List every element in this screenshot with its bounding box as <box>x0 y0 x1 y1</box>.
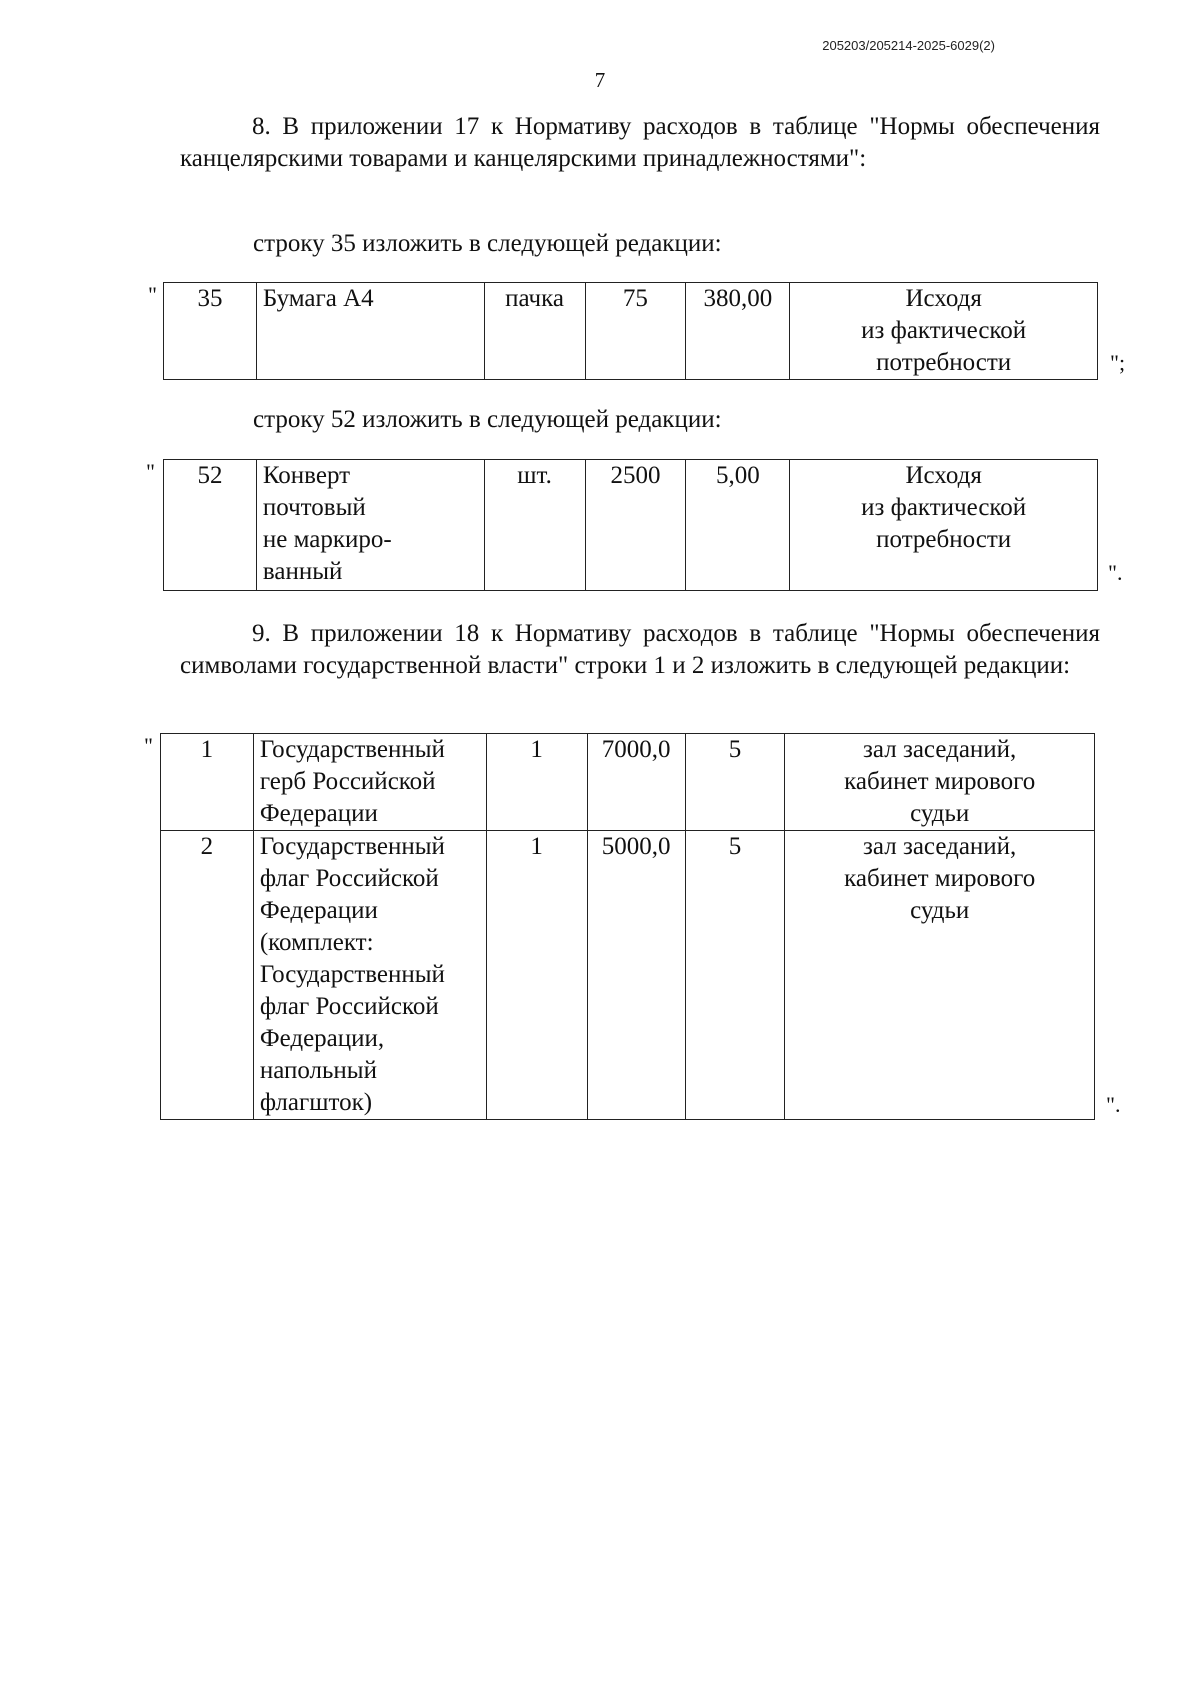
note-line: потребности <box>876 526 1012 553</box>
unit-cell: пачка <box>484 283 585 380</box>
name-line: напольный <box>259 1057 377 1084</box>
table-row-35 <box>163 282 1098 380</box>
name-line: Государственный <box>259 961 445 988</box>
opening-quote: " <box>146 459 155 484</box>
price-cell: 5000,0 <box>587 831 685 1120</box>
place-line: судьи <box>910 897 970 924</box>
name-line: Федерации <box>259 800 378 827</box>
note-line: из фактической <box>861 494 1027 521</box>
closing-quote: ". <box>1106 1092 1121 1117</box>
place-line: судьи <box>910 800 970 827</box>
place-line: зал заседаний, <box>863 833 1017 860</box>
name-line: герб Российской <box>259 768 436 795</box>
name-line: не маркиро- <box>262 526 392 553</box>
symbols-table <box>160 733 1095 1120</box>
name-line: ванный <box>262 558 343 585</box>
opening-quote: " <box>148 282 157 307</box>
row-number-cell: 35 <box>164 283 257 380</box>
name-line: (комплект: <box>259 929 374 956</box>
name-line: Федерации <box>259 897 378 924</box>
place-line: кабинет мирового <box>844 768 1036 795</box>
place-line: зал заседаний, <box>863 736 1017 763</box>
quantity-cell: 75 <box>585 283 686 380</box>
section-9-intro: 9. В приложении 18 к Нормативу расходов в таблице "Нормы обеспечения символами государственной власти" строки 1 и 2 изложить в следующей редакции: <box>180 620 1100 679</box>
closing-quote: "; <box>1110 350 1126 375</box>
row-52-lead: строку 52 изложить в следующей редакции: <box>253 406 722 433</box>
table-row <box>161 734 1095 831</box>
row-35-lead: строку 35 изложить в следующей редакции: <box>253 230 722 257</box>
name-line: почтовый <box>262 494 366 521</box>
row-number-cell: 1 <box>161 734 254 831</box>
price-cell: 5,00 <box>686 460 790 591</box>
quantity-cell: 1 <box>486 734 587 831</box>
note-line: Исходя <box>905 285 982 312</box>
item-name-cell <box>256 460 484 591</box>
place-cell <box>785 734 1095 831</box>
name-line: флагшток) <box>259 1089 373 1116</box>
name-line: флаг Российской <box>259 865 439 892</box>
name-line: Федерации, <box>259 1025 385 1052</box>
table-row <box>164 460 1098 591</box>
name-line: Государственный <box>259 833 445 860</box>
row-number-cell: 2 <box>161 831 254 1120</box>
note-line: потребности <box>876 349 1012 376</box>
name-line: флаг Российской <box>259 993 439 1020</box>
price-cell: 7000,0 <box>587 734 685 831</box>
item-name-cell: Бумага А4 <box>256 283 484 380</box>
closing-quote: ". <box>1108 560 1123 585</box>
table-row <box>164 283 1098 380</box>
note-cell <box>790 283 1098 380</box>
note-line: из фактической <box>861 317 1027 344</box>
row-number-cell: 52 <box>164 460 257 591</box>
item-name-cell <box>253 831 486 1120</box>
place-line: кабинет мирового <box>844 865 1036 892</box>
place-cell <box>785 831 1095 1120</box>
section-8-intro: 8. В приложении 17 к Нормативу расходов в таблице "Нормы обеспечения канцелярскими товарами и канцелярскими принадлежностями": <box>180 113 1100 172</box>
quantity-cell: 1 <box>486 831 587 1120</box>
name-line: Государственный <box>259 736 445 763</box>
table-row-52 <box>163 459 1098 591</box>
table-row <box>161 831 1095 1120</box>
price-cell: 380,00 <box>686 283 790 380</box>
name-line: Конверт <box>262 462 351 489</box>
term-cell: 5 <box>685 831 785 1120</box>
term-cell: 5 <box>685 734 785 831</box>
page-number: 7 <box>594 68 606 92</box>
unit-cell: шт. <box>484 460 585 591</box>
note-cell <box>790 460 1098 591</box>
item-name-cell <box>253 734 486 831</box>
quantity-cell: 2500 <box>585 460 686 591</box>
opening-quote: " <box>144 733 153 758</box>
document-registration-number: 205203/205214-2025-6029(2) <box>822 38 995 53</box>
note-line: Исходя <box>905 462 982 489</box>
